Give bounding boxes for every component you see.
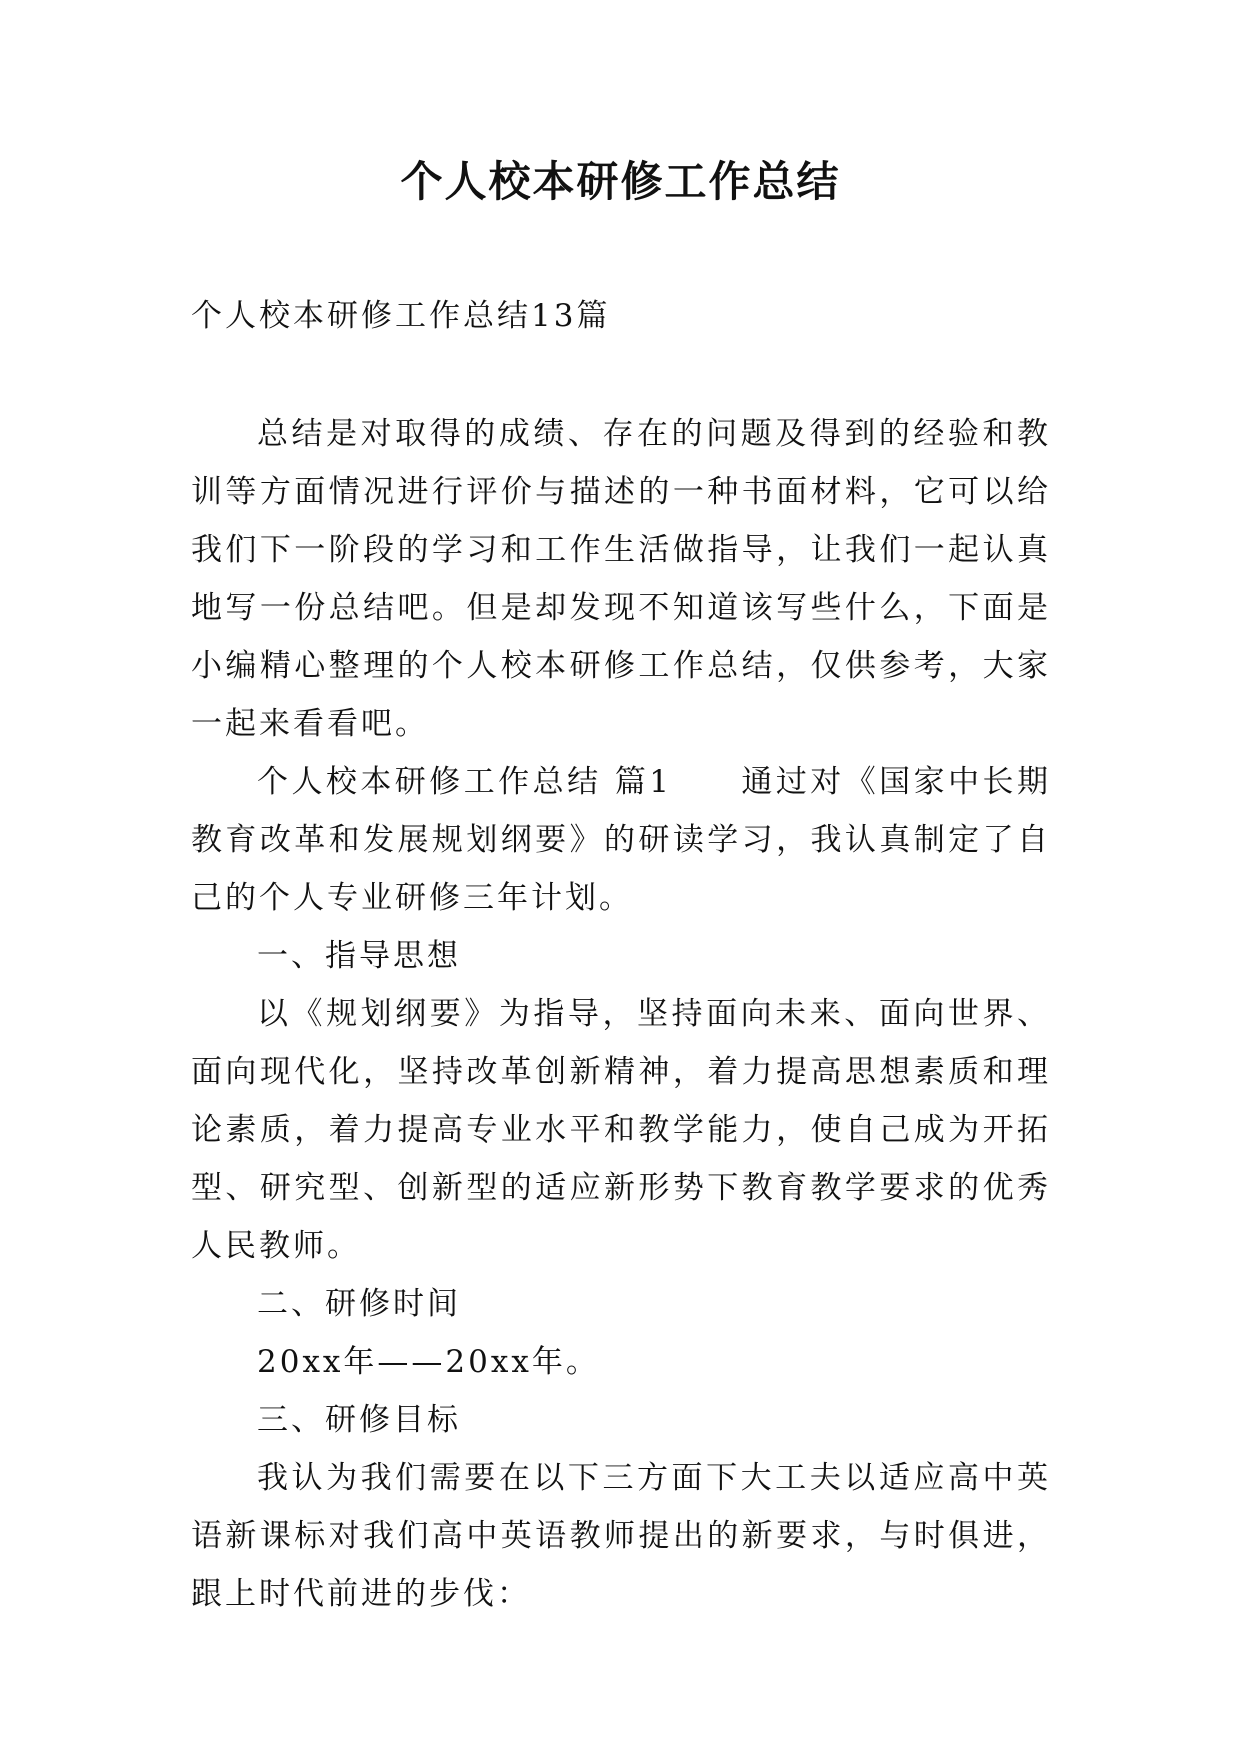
study-goals-paragraph: 我认为我们需要在以下三方面下大工夫以适应高中英语新课标对我们高中英语教师提出的新要求，与时俱进，跟上时代前进的步伐： [191, 1460, 1051, 1612]
intro-paragraph: 总结是对取得的成绩、存在的问题及得到的经验和教训等方面情况进行评价与描述的一种书面材料，它可以给我们下一阶段的学习和工作生活做指导，让我们一起认真地写一份总结吧。但是却发现不知道该写些什么，下面是小编精心整理的个人校本研修工作总结，仅供参考，大家一起来看看吧。 [191, 416, 1051, 742]
document-body [191, 405, 1051, 1623]
section-heading-study-goals: 三、研修目标 [257, 1402, 461, 1438]
article-1-opening-paragraph: 个人校本研修工作总结 篇1 通过对《国家中长期教育改革和发展规划纲要》的研读学习，我认真制定了自己的个人专业研修三年计划。 [191, 764, 1051, 916]
section-heading-study-period: 二、研修时间 [257, 1286, 461, 1322]
section-heading-guiding-thought: 一、指导思想 [257, 938, 461, 974]
study-period-paragraph: 20xx年——20xx年。 [257, 1344, 600, 1380]
guiding-thought-paragraph: 以《规划纲要》为指导，坚持面向未来、面向世界、面向现代化，坚持改革创新精神，着力提高思想素质和理论素质，着力提高专业水平和教学能力，使自己成为开拓型、研究型、创新型的适应新形势下教育教学要求的优秀人民教师。 [191, 996, 1051, 1264]
document-subtitle: 个人校本研修工作总结13篇 [191, 298, 611, 334]
document-title: 个人校本研修工作总结 [400, 157, 841, 206]
